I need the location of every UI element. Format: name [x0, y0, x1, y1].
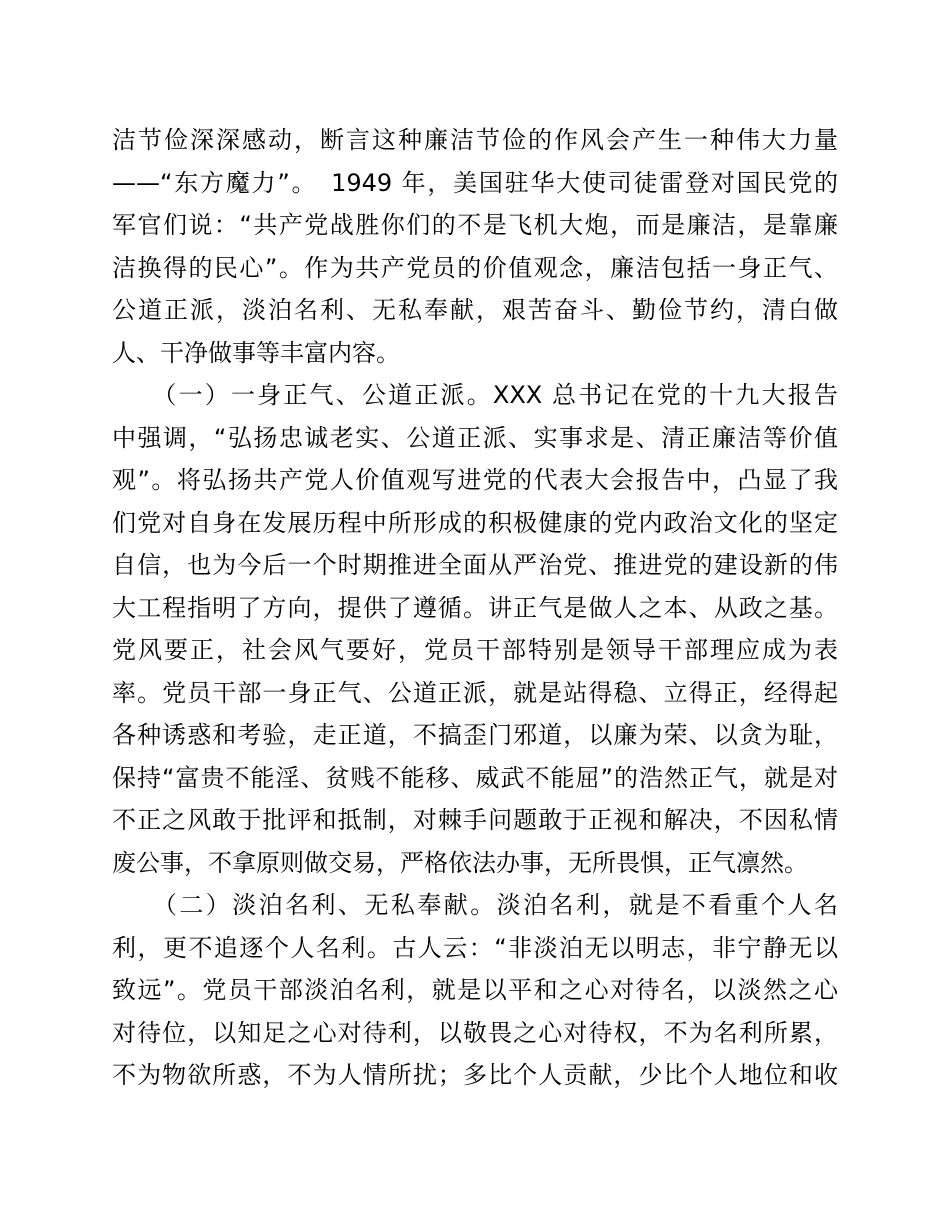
text-line-2: ——“东方魔力”。 1949 年，美国驻华大使司徒雷登对国民党的	[112, 168, 838, 197]
text-line-4: 洁换得的民心”。作为共产党员的价值观念，廉洁包括一身正气、	[112, 253, 838, 282]
text-line-15: 各种诱惑和考验，走正道，不搞歪门邪道，以廉为荣、以贪为耻，	[112, 721, 838, 749]
text-line-19: （二）淡泊名利、无私奉献。淡泊名利，就是不看重个人名	[112, 891, 838, 919]
text-line-12: 大工程指明了方向，提供了遵循。讲正气是做人之本、从政之基。	[112, 593, 838, 622]
text-line-17: 不正之风敢于批评和抵制，对棘手问题敢于正视和解决，不因私情	[112, 806, 838, 834]
text-line-11: 自信，也为今后一个时期推进全面从严治党、推进党的建设新的伟	[112, 551, 838, 579]
text-line-16: 保持“富贵不能淫、贫贱不能移、威武不能屈”的浩然正气，就是对	[112, 763, 838, 792]
text-line-21: 致远”。党员干部淡泊名利，就是以平和之心对待名，以淡然之心	[112, 976, 838, 1004]
text-line-14: 率。党员干部一身正气、公道正派，就是站得稳、立得正，经得起	[112, 678, 838, 707]
text-line-10: 们党对自身在发展历程中所形成的积极健康的党内政治文化的坚定	[112, 508, 838, 537]
text-line-9: 观”。将弘扬共产党人价值观写进党的代表大会报告中，凸显了我	[112, 466, 838, 494]
text-line-18: 废公事，不拿原则做交易，严格依法办事，无所畏惧，正气凛然。	[112, 848, 808, 877]
text-line-1: 洁节俭深深感动，断言这种廉洁节俭的作风会产生一种伟大力量	[112, 126, 838, 154]
text-line-20: 利，更不追逐个人名利。古人云：“非淡泊无以明志，非宁静无以	[112, 933, 838, 962]
text-line-13: 党风要正，社会风气要好，党员干部特别是领导干部理应成为表	[112, 636, 838, 664]
text-line-8: 中强调，“弘扬忠诚老实、公道正派、实事求是、清正廉洁等价值	[112, 423, 838, 452]
text-line-5: 公道正派，淡泊名利、无私奉献，艰苦奋斗、勤俭节约，清白做	[112, 296, 838, 324]
text-line-22: 对待位，以知足之心对待利，以敬畏之心对待权，不为名利所累，	[112, 1018, 838, 1047]
text-line-23: 不为物欲所惑，不为人情所扰；多比个人贡献，少比个人地位和收	[112, 1061, 838, 1089]
text-line-6: 人、干净做事等丰富内容。	[112, 338, 400, 367]
text-line-3: 军官们说：“共产党战胜你们的不是飞机大炮，而是廉洁，是靠廉	[112, 211, 838, 239]
body-text	[112, 119, 838, 1097]
text-line-7: （一）一身正气、公道正派。XXX 总书记在党的十九大报告	[112, 381, 838, 409]
